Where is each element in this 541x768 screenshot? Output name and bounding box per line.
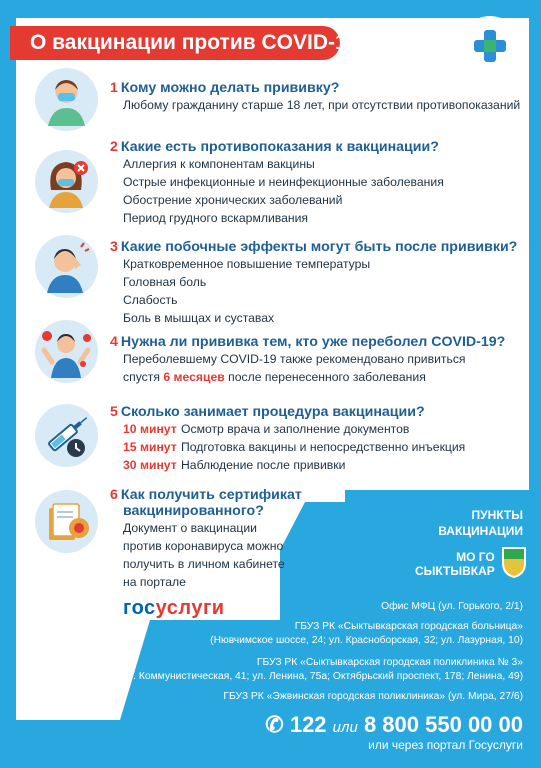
answer-line: Слабость: [123, 293, 178, 307]
gosuslugi-logo[interactable]: [123, 597, 302, 620]
answer-line: Любому гражданину старше 18 лет, при отсутствии противопоказаний: [123, 98, 521, 112]
section-question: Какие есть противопоказания к вакцинации?: [120, 139, 439, 155]
section-1: [110, 80, 520, 114]
answer-line: Документ о вакцинации: [123, 521, 257, 535]
section-question: Как получить сертификат: [120, 487, 302, 503]
answer-line: Период грудного вскармливания: [123, 211, 309, 225]
section-number: 2: [110, 139, 118, 155]
answer-line: [110, 368, 505, 386]
address-line: ГБУЗ РК «Эжвинская городская поликлиника» (ул. Мира, 27/6): [223, 691, 523, 702]
time-description: Подготовка вакцины и непосредственно инъекция: [181, 440, 466, 454]
phone-icon: ✆: [265, 712, 284, 737]
section-3: [110, 239, 517, 327]
time-value: 10 минут: [123, 422, 177, 436]
medical-cross-logo-icon: [458, 14, 522, 78]
answer-line: Головная боль: [123, 275, 207, 289]
answer-line: Аллергия к компонентам вакцины: [123, 157, 315, 171]
points-heading-line: ПУНКТЫ: [471, 508, 523, 522]
masked-person-icon: [35, 68, 98, 131]
points-heading-line: ВАКЦИНАЦИИ: [438, 524, 523, 538]
page-title: О вакцинации против COVID-19: [10, 26, 340, 60]
woman-mask-cross-icon: [35, 150, 98, 213]
time-row: [110, 420, 465, 438]
section-5: [110, 404, 465, 474]
address-line: ГБУЗ РК «Сыктывкарская городская поликлиника № 3»: [256, 657, 523, 668]
text-part: спустя: [123, 370, 160, 384]
answer-line: Переболевшему COVID-19 также рекомендовано привиться: [123, 352, 466, 366]
section-question: Какие побочные эффекты могут быть после прививки?: [120, 239, 518, 255]
address-line: Офис МФЦ (ул. Горького, 2/1): [381, 601, 523, 612]
section-number: 5: [110, 404, 118, 420]
answer-line: Острые инфекционные и неинфекционные заболевания: [123, 175, 444, 189]
section-number: 3: [110, 239, 118, 255]
time-row: [110, 456, 465, 474]
address-line: (Нювчимское шоссе, 24; ул. Красноборская, 32; ул. Лазурная, 10): [210, 635, 523, 646]
time-description: Осмотр врача и заполнение документов: [181, 422, 410, 436]
section-number: 1: [110, 80, 118, 96]
mo-line: МО ГО: [456, 550, 495, 564]
recovered-person-virus-icon: [35, 320, 98, 383]
gos-part: гос: [123, 597, 156, 619]
answer-line: Кратковременное повышение температуры: [123, 257, 371, 271]
portal-text: или через портал Госуслуги: [368, 738, 523, 752]
syringe-clock-icon: [35, 404, 98, 467]
time-value: 15 минут: [123, 440, 177, 454]
address-line: (ул. Коммунистическая, 41; ул. Ленина, 75а; Октябрьский проспект, 178; Ленина, 49): [118, 671, 523, 682]
city-emblem-icon: [500, 545, 528, 579]
points-heading: [438, 507, 523, 539]
time-row: [110, 438, 465, 456]
answer-line: Обострение хронических заболеваний: [123, 193, 343, 207]
section-6: [110, 487, 302, 620]
section-question: Сколько занимает процедура вакцинации?: [120, 404, 425, 420]
phone-long[interactable]: 8 800 550 00 00: [363, 712, 523, 737]
mo-go-label: [415, 550, 495, 578]
section-question: Кому можно делать прививку?: [120, 80, 340, 96]
section-4: [110, 334, 505, 386]
phone-numbers[interactable]: [265, 712, 523, 738]
time-value: 30 минут: [123, 458, 177, 472]
time-description: Наблюдение после прививки: [181, 458, 346, 472]
section-2: [110, 139, 444, 227]
section-question: Нужна ли прививка тем, кто уже переболел COVID-19?: [120, 334, 506, 350]
headache-person-icon: [35, 235, 98, 298]
section-number: 4: [110, 334, 118, 350]
phone-or: или: [332, 719, 358, 736]
text-part: после перенесенного заболевания: [228, 370, 426, 384]
address-line: ГБУЗ РК «Сыктывкарская городская больница»: [294, 621, 523, 632]
months-highlight: 6 месяцев: [163, 370, 225, 384]
mo-line: СЫКТЫВКАР: [415, 564, 495, 578]
answer-line: Боль в мышцах и суставах: [123, 311, 275, 325]
answer-line: на портале: [123, 575, 186, 589]
answer-line: против коронавируса можно: [123, 539, 284, 553]
section-question-line2: вакцинированного?: [123, 503, 264, 519]
phone-short[interactable]: 122: [289, 712, 327, 737]
certificate-virus-icon: [35, 490, 98, 553]
section-number: 6: [110, 487, 118, 503]
answer-line: получить в личном кабинете: [123, 557, 285, 571]
uslugi-part: услуги: [155, 597, 225, 619]
